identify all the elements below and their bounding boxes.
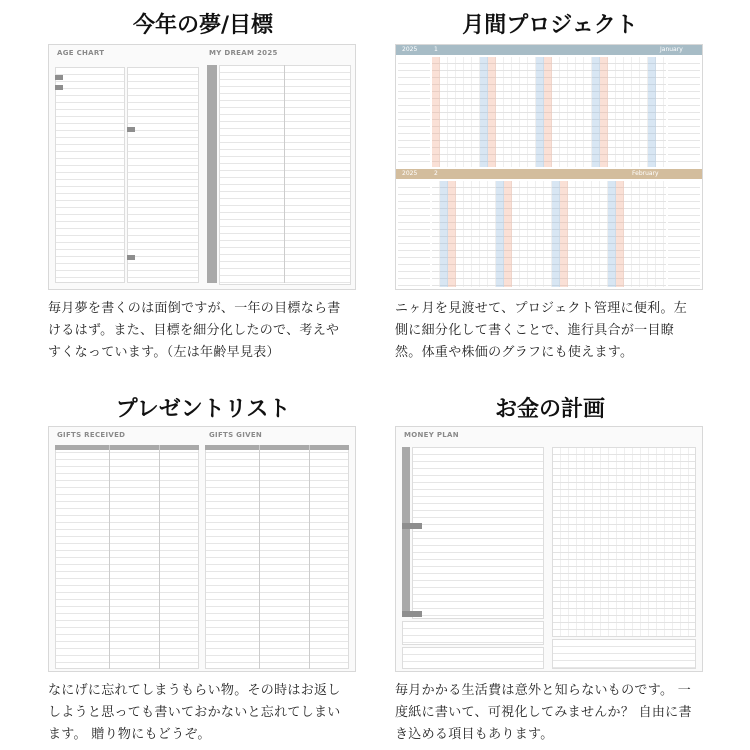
weekend-column-orange — [544, 57, 552, 167]
page-thumbnail — [48, 44, 356, 290]
page-thumbnail — [48, 426, 356, 672]
gifts-given-table — [205, 445, 349, 669]
column-divider — [109, 445, 110, 669]
summary-table — [402, 647, 544, 669]
caption-line: すくなっています。（左は年齢早見表） — [48, 345, 280, 360]
age-chart-table — [127, 67, 199, 283]
month-bar-number: 2 — [434, 170, 438, 177]
project-grid-february — [432, 181, 666, 287]
category-sidebar — [402, 447, 410, 617]
column-divider — [159, 445, 160, 669]
caption-line: けるはず。また、目標を細分化したので、考えや — [48, 323, 340, 338]
caption-line: しようと思っても書いておかないと忘れてしまい — [48, 705, 341, 720]
panel-heading: 今年の夢/目標 — [132, 13, 274, 38]
weekend-column-blue — [496, 181, 504, 287]
monthly-total-table — [552, 639, 696, 669]
weekend-column-orange — [432, 57, 440, 167]
weekend-column-orange — [448, 181, 456, 287]
my-dream-title: MY DREAM 2025 — [209, 49, 278, 57]
panel-caption — [395, 298, 705, 364]
dream-lines — [219, 65, 351, 285]
weekend-column-blue — [480, 57, 488, 167]
weekend-column-blue — [536, 57, 544, 167]
panel-money-plan — [395, 380, 705, 750]
page-thumbnail — [395, 44, 703, 290]
panel-present-list — [48, 380, 358, 750]
weekend-column-blue — [440, 181, 448, 287]
gifts-given-title: GIFTS GIVEN — [209, 431, 263, 439]
age-chart-title: AGE CHART — [57, 49, 105, 57]
dream-divider — [284, 65, 285, 283]
caption-line: ます。 贈り物にもどうぞ。 — [48, 727, 211, 742]
column-divider — [259, 445, 260, 669]
dream-month-sidebar — [207, 65, 217, 283]
caption-line: 側に細分化して書くことで、進行具合が一目瞭 — [395, 323, 675, 338]
month-bar-number: 1 — [434, 46, 438, 53]
weekend-column-orange — [488, 57, 496, 167]
panel-heading: プレゼントリスト — [115, 397, 291, 422]
weekend-column-orange — [504, 181, 512, 287]
gifts-received-header — [55, 445, 199, 450]
age-chart-marker — [127, 255, 135, 260]
caption-line: き込める項目もあります。 — [395, 727, 554, 742]
age-chart-marker — [127, 127, 135, 132]
subtotal-row — [402, 523, 422, 529]
money-plan-title: MONEY PLAN — [404, 431, 459, 439]
task-rows-january — [398, 57, 430, 167]
notes-rows-february — [668, 181, 700, 287]
subtotal-row — [402, 611, 422, 617]
gifts-received-title: GIFTS RECEIVED — [57, 431, 126, 439]
age-chart-table — [55, 67, 125, 283]
weekend-column-blue — [608, 181, 616, 287]
caption-line: 度紙に書いて、可視化してみませんか？ 自由に書 — [395, 705, 692, 720]
column-divider — [309, 445, 310, 669]
month-bar-year: 2025 — [402, 46, 418, 53]
age-chart-marker — [55, 75, 63, 80]
notes-rows-january — [668, 57, 700, 167]
caption-line: 毎月かかる生活費は意外と知らないものです。 一 — [395, 683, 691, 698]
weekend-column-blue — [648, 57, 656, 167]
gifts-received-table — [55, 445, 199, 669]
panel-dream-goals — [48, 0, 358, 360]
panel-caption — [395, 680, 705, 746]
weekend-column-orange — [560, 181, 568, 287]
caption-line: ニヶ月を見渡せて、プロジェクト管理に便利。左 — [395, 301, 688, 316]
expense-items-table — [412, 447, 544, 619]
panel-heading: お金の計画 — [494, 397, 605, 422]
monthly-budget-grid — [552, 447, 696, 637]
panel-heading: 月間プロジェクト — [462, 13, 638, 38]
gifts-given-header — [205, 445, 349, 450]
caption-line: 毎月夢を書くのは面倒ですが、一年の目標なら書 — [48, 301, 341, 316]
weekend-column-orange — [616, 181, 624, 287]
month-bar-year: 2025 — [402, 170, 418, 177]
weekend-column-blue — [552, 181, 560, 287]
weekend-column-blue — [592, 57, 600, 167]
panel-caption — [48, 298, 358, 364]
month-bar-name: January — [660, 46, 683, 53]
caption-line: 然。体重や株価のグラフにも使えます。 — [395, 345, 634, 360]
month-bar-january — [396, 45, 702, 55]
page-thumbnail — [395, 426, 703, 672]
summary-table — [402, 621, 544, 645]
caption-line: なにげに忘れてしまうもらい物。その時はお返し — [48, 683, 341, 698]
age-chart-marker — [55, 85, 63, 90]
weekend-column-orange — [600, 57, 608, 167]
month-bar-name: February — [632, 170, 659, 177]
panel-caption — [48, 680, 358, 746]
panel-monthly-project — [395, 0, 705, 360]
task-rows-february — [398, 181, 430, 287]
